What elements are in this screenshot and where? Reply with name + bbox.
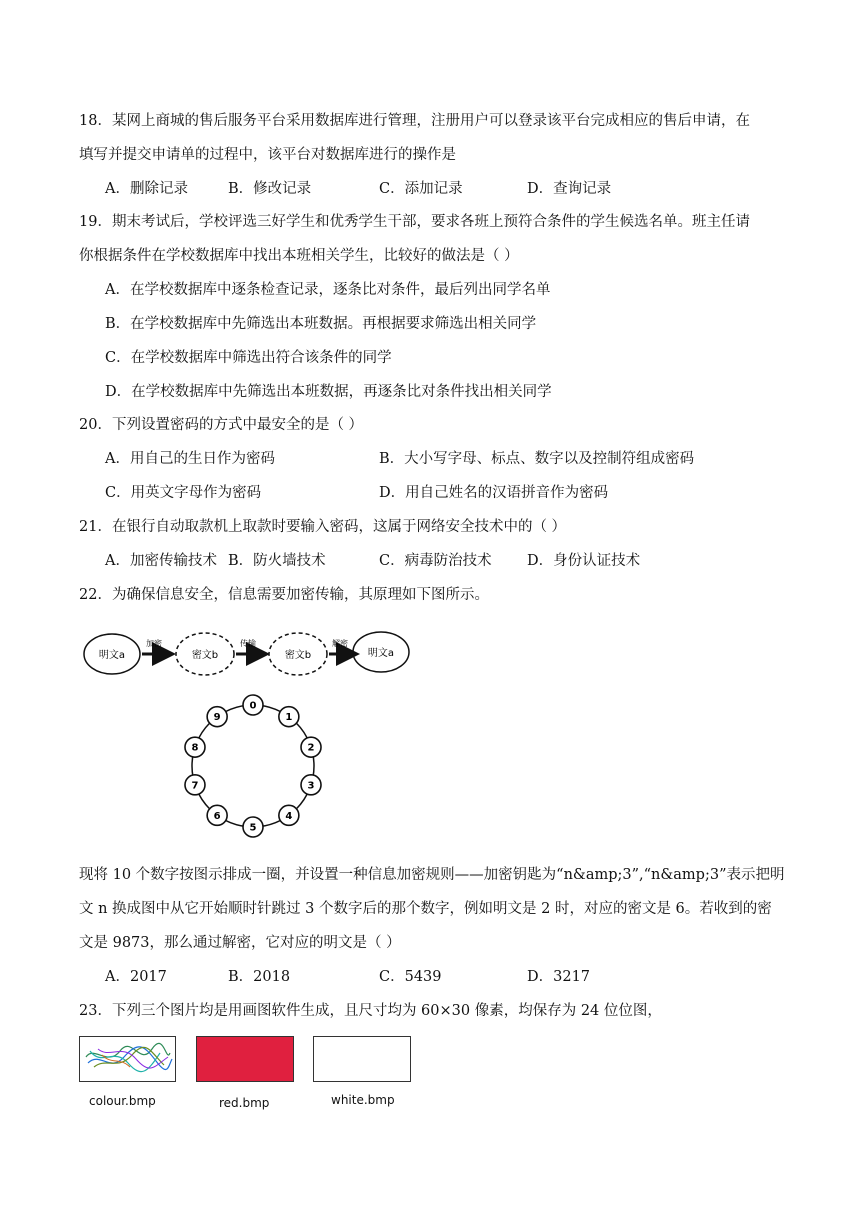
flow-node-label: 密文b	[191, 650, 219, 661]
ring-digit-node	[207, 805, 227, 825]
q21-option-a: A．加密传输技术	[105, 553, 217, 569]
q23-stem: 23．下列三个图片均是用画图软件生成，且尺寸均为 60×30 像素，均保存为 24 位位图，	[79, 1003, 662, 1019]
encryption-flow-diagram	[82, 628, 412, 676]
ring-digit-node	[243, 817, 263, 837]
q20-option-a: A．用自己的生日作为密码	[105, 451, 275, 467]
q20-stem: 20．下列设置密码的方式中最安全的是（ ）	[79, 417, 364, 433]
ring-digit-label: 1	[285, 712, 293, 724]
ring-digit-node	[207, 707, 227, 727]
digit-ring-diagram	[178, 690, 328, 842]
ring-digit-label: 9	[213, 712, 221, 724]
ring-digit-node	[185, 775, 205, 795]
flow-arrow-label: 加密	[146, 639, 162, 648]
ring-digit-label: 0	[249, 700, 257, 712]
ring-digit-node	[301, 775, 321, 795]
q18-stem-line1: 18．某网上商城的售后服务平台采用数据库进行管理，注册用户可以登录该平台完成相应的售后申请，在	[79, 113, 750, 129]
ring-digit-label: 5	[249, 822, 257, 834]
q20-option-c: C．用英文字母作为密码	[105, 485, 262, 501]
q21-option-d: D．身份认证技术	[527, 553, 641, 569]
ring-digit-node	[301, 737, 321, 757]
ring-digit-label: 8	[191, 742, 199, 754]
q18-option-a: A．删除记录	[105, 181, 188, 197]
white-bmp-caption: white.bmp	[331, 1093, 395, 1107]
q21-option-b: B．防火墙技术	[228, 553, 326, 569]
colour-bmp-image	[79, 1036, 176, 1082]
q22-text-line1: 现将 10 个数字按图示排成一圈，并设置一种信息加密规则——加密钥匙为“n&amp;3”,“n&amp;3”表示把明	[79, 867, 785, 883]
q22-text-line2: 文 n 换成图中从它开始顺时针跳过 3 个数字后的那个数字，例如明文是 2 时，对应的密文是 6。若收到的密	[79, 901, 772, 917]
flow-node-label: 明文a	[98, 650, 126, 661]
q20-option-b: B．大小写字母、标点、数字以及控制符组成密码	[379, 451, 695, 467]
q22-stem: 22．为确保信息安全，信息需要加密传输，其原理如下图所示。	[79, 587, 489, 603]
ring-digit-label: 3	[307, 780, 315, 792]
q18-option-b: B．修改记录	[228, 181, 312, 197]
flow-node-label: 密文b	[284, 650, 312, 661]
flow-node-label: 明文a	[367, 648, 395, 659]
q22-option-b: B．2018	[228, 969, 291, 985]
flow-arrow-label: 解密	[332, 639, 348, 648]
q18-option-d: D．查询记录	[527, 181, 612, 197]
ring-digit-label: 4	[285, 810, 293, 822]
q19-option-d: D．在学校数据库中先筛选出本班数据，再逐条比对条件找出相关同学	[105, 384, 552, 400]
colour-scribble	[80, 1037, 175, 1081]
q18-option-c: C．添加记录	[379, 181, 463, 197]
q19-stem-line1: 19．期末考试后，学校评选三好学生和优秀学生干部，要求各班上预符合条件的学生候选名单。班主任请	[79, 214, 750, 230]
q22-text-line3: 文是 9873，那么通过解密，它对应的明文是（ ）	[79, 935, 401, 951]
ring-digit-node	[185, 737, 205, 757]
ring-digit-label: 2	[307, 742, 315, 754]
q19-stem-line2: 你根据条件在学校数据库中找出本班相关学生，比较好的做法是（ ）	[79, 248, 519, 264]
q19-option-c: C．在学校数据库中筛选出符合该条件的同学	[105, 350, 392, 366]
ring-digit-node	[243, 695, 263, 715]
ring-digit-node	[279, 707, 299, 727]
ring-digit-label: 6	[213, 810, 221, 822]
q18-stem-line2: 填写并提交申请单的过程中，该平台对数据库进行的操作是	[79, 147, 456, 163]
q20-option-d: D．用自己姓名的汉语拼音作为密码	[379, 485, 609, 501]
flow-arrow-label: 传输	[240, 639, 256, 648]
q19-option-a: A．在学校数据库中逐条检查记录，逐条比对条件，最后列出同学名单	[105, 282, 551, 298]
q21-stem: 21．在银行自动取款机上取款时要输入密码，这属于网络安全技术中的（ ）	[79, 519, 567, 535]
q19-option-b: B．在学校数据库中先筛选出本班数据。再根据要求筛选出相关同学	[105, 316, 537, 332]
q22-option-a: A．2017	[105, 969, 167, 985]
q21-option-c: C．病毒防治技术	[379, 553, 492, 569]
red-bmp-caption: red.bmp	[219, 1096, 270, 1110]
colour-bmp-caption: colour.bmp	[89, 1094, 156, 1108]
white-bmp-image	[313, 1036, 411, 1082]
ring-digit-label: 7	[191, 780, 199, 792]
q22-option-c: C．5439	[379, 969, 442, 985]
q22-option-d: D．3217	[527, 969, 591, 985]
red-bmp-image	[196, 1036, 294, 1082]
ring-digit-node	[279, 805, 299, 825]
